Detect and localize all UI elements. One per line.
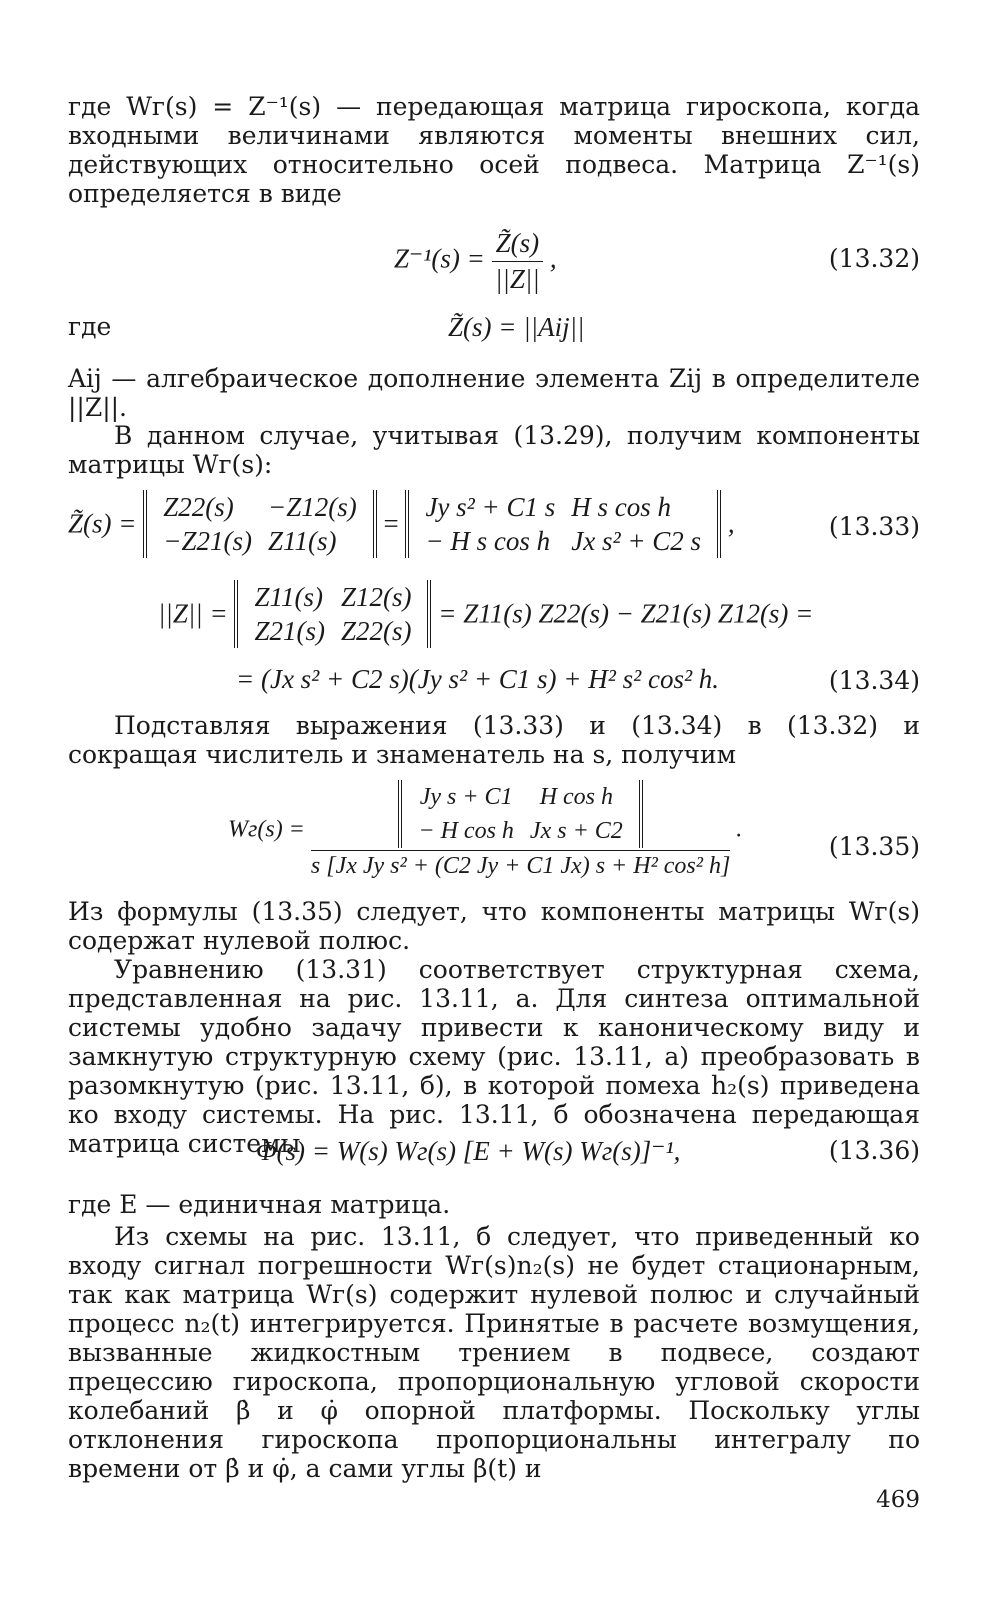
matrix-cell: Z22(s) [340, 616, 412, 646]
where-label: где [68, 312, 112, 341]
eq-13-35-matrix [398, 780, 642, 848]
eq-13-35-fraction [311, 780, 730, 880]
eq-aij-text: Z̃(s) = ||Aij|| [448, 312, 585, 342]
eq-13-34-rhs2: = (Jx s² + C2 s)(Jy s² + C1 s) + H² s² cos² h. [236, 664, 720, 694]
matrix-cell: Z11(s) [267, 526, 337, 556]
matrix-cell: Z11(s) [254, 582, 323, 612]
equation-13-35 [68, 780, 920, 890]
paragraph-8: где E — единичная матрица. [68, 1190, 451, 1219]
eq-13-32-numerator: Z̃(s) [492, 228, 544, 262]
eq-13-33-lhs: Z̃(s) = [68, 508, 137, 539]
eq-13-32-denominator: ||Z|| [494, 264, 540, 294]
eq-13-32-lhs: Z⁻¹(s) = [394, 243, 485, 274]
paragraph-6: Из формулы (13.35) следует, что компоненты матрицы Wг(s) содержат нулевой полюс. [68, 897, 920, 955]
matrix-cell: H s cos h [571, 492, 671, 522]
matrix-cell: − H cos h [418, 818, 514, 844]
matrix-cell: H cos h [539, 784, 614, 810]
eq-13-34-matrix [234, 580, 431, 648]
matrix-cell: Jx s + C2 [529, 818, 623, 844]
equation-13-36 [68, 1136, 920, 1170]
paragraph-5: Подставляя выражения (13.33) и (13.34) в (13.32) и сокращая числитель и знаменатель на s, получим [68, 711, 920, 769]
matrix-cell: − H s cos h [425, 526, 551, 556]
eq-13-35-period: . [736, 816, 743, 843]
matrix-cell: −Z21(s) [163, 526, 252, 556]
page-number: 469 [876, 1487, 920, 1513]
eq-13-35-number: (13.35) [828, 832, 920, 861]
eq-13-32-number: (13.32) [828, 244, 920, 273]
paragraph-1: где Wг(s) = Z⁻¹(s) — передающая матрица гироскопа, когда входными величинами являются моменты внешних сил, действующих относительно осей подвеса. Матрица Z⁻¹(s) определяется в виде [68, 92, 920, 208]
eq-13-35-lhs: Wг(s) = [228, 816, 305, 843]
eq-13-34-rhs1: = Z11(s) Z22(s) − Z21(s) Z12(s) = [438, 598, 814, 629]
equation-13-33: Z̃(s) = Z22(s) −Z12(s) −Z21(s) Z11(s) = Jy s² + C1 s H s cos h − H s cos h Jx s² + C2 s , (13.33) [68, 492, 920, 556]
matrix-cell: Jx s² + C2 s [571, 526, 702, 556]
eq-13-33-number: (13.33) [828, 512, 920, 541]
eq-13-32-fraction [492, 228, 544, 295]
matrix-cell: Z12(s) [340, 582, 412, 612]
eq-13-34-lhs: ||Z|| = [158, 598, 228, 629]
paragraph-3: Aij — алгебраическое дополнение элемента Zij в определителе ||Z||. [68, 364, 920, 422]
equation-13-32 [68, 228, 920, 292]
eq-13-36-text: Φ(s) = W(s) Wг(s) [E + W(s) Wг(s)]⁻¹, [256, 1136, 681, 1166]
equation-aij [68, 312, 920, 346]
eq-13-33-matrix-z [143, 490, 376, 558]
matrix-cell: −Z12(s) [267, 492, 357, 522]
matrix-cell: Z22(s) [163, 492, 234, 522]
equation-13-34 [68, 580, 920, 698]
matrix-cell: Jy s² + C1 s [425, 492, 556, 522]
eq-13-36-number: (13.36) [828, 1136, 920, 1165]
eq-13-33-matrix-j [405, 490, 721, 558]
eq-13-32-comma: , [549, 243, 557, 274]
matrix-cell: Z21(s) [254, 616, 325, 646]
eq-13-34-number: (13.34) [828, 666, 920, 695]
paragraph-4: В данном случае, учитывая (13.29), получим компоненты матрицы Wг(s): [68, 421, 920, 479]
matrix-cell: Jy s + C1 [419, 784, 513, 810]
paragraph-9: Из схемы на рис. 13.11, б следует, что приведенный ко входу сигнал погрешности Wг(s)n₂(s) не будет стационарным, так как матрица Wг(s) содержит нулевой полюс и случайный процесс n₂(t) интегрируется. Принятые в расчете возмущения, вызванные жидкостным трением в подвесе, создают прецессию гироскопа, пропорциональную угловой скорости колебаний β̇ и φ̇ опорной платформы. Поскольку углы отклонения гироскопа пропорциональны интегралу по времени от β̇ и φ̇, а сами углы β(t) и [68, 1222, 920, 1483]
eq-13-35-denominator: s [Jx Jy s² + (C2 Jy + C1 Jx) s + H² cos² h] [310, 853, 731, 879]
eq-13-35-numerator [311, 780, 730, 851]
paragraph-7: Уравнению (13.31) соответствует структурная схема, представленная на рис. 13.11, а. Для синтеза оптимальной системы удобно задачу привести к каноническому виду и замкнутую структурную схему (рис. 13.11, а) преобразовать в разомкнутую (рис. 13.11, б), в которой помеха h₂(s) приведена ко входу системы. На рис. 13.11, б обозначена передающая матрица системы [68, 955, 920, 1158]
